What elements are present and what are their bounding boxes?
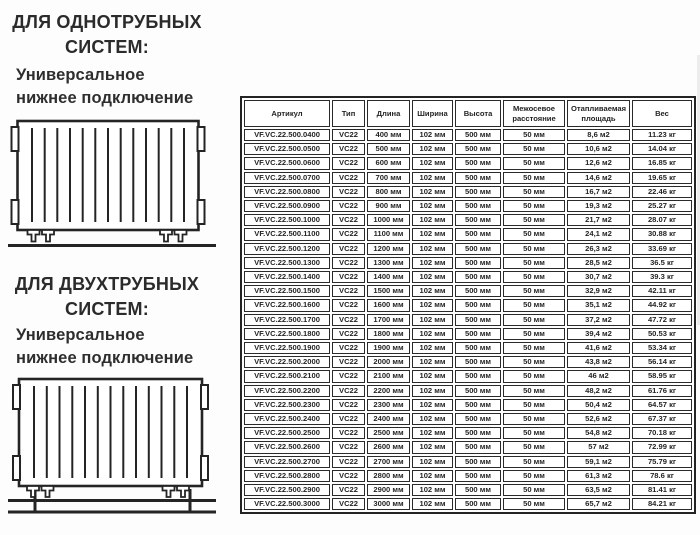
table-cell: 10,6 м2 [567,143,630,155]
table-cell: 50 мм [503,498,565,510]
table-cell: 67.37 кг [632,413,692,425]
table-cell: 50 мм [503,243,565,255]
table-cell: 102 мм [412,271,453,283]
table-cell: VC22 [332,186,365,198]
table-cell: 102 мм [412,129,453,141]
table-cell: VC22 [332,299,365,311]
table-cell: 102 мм [412,314,453,326]
table-cell: VF.VC.22.500.2800 [244,470,330,482]
table-cell: 500 мм [455,214,501,226]
table-cell: 2600 мм [367,441,410,453]
table-cell: 500 мм [455,456,501,468]
table-cell: 102 мм [412,243,453,255]
table-cell: 500 мм [455,271,501,283]
table-cell: 70.18 кг [632,427,692,439]
table-cell: 1200 мм [367,243,410,255]
radiator-spec-table [240,96,696,514]
two-pipe-heading-line2: СИСТЕМ: [65,299,149,319]
column-header-6: Отапливаемая площадь [567,100,630,127]
table-cell: 1600 мм [367,299,410,311]
table-cell: 30.88 кг [632,228,692,240]
table-cell: VC22 [332,456,365,468]
table-cell: 28.07 кг [632,214,692,226]
table-row [244,484,692,496]
table-cell: 1100 мм [367,228,410,240]
table-cell: 50 мм [503,285,565,297]
table-cell: 56.14 кг [632,356,692,368]
table-cell: 50 мм [503,385,565,397]
table-cell: VC22 [332,484,365,496]
table-cell: 19,3 м2 [567,200,630,212]
table-cell: 39.3 кг [632,271,692,283]
table-cell: VF.VC.22.500.0600 [244,157,330,169]
table-cell: 500 мм [455,157,501,169]
table-cell: 50 мм [503,157,565,169]
table-cell: 900 мм [367,200,410,212]
column-header-0: Артикул [244,100,330,127]
table-cell: 500 мм [455,186,501,198]
table-cell: 102 мм [412,370,453,382]
table-cell: 48,2 м2 [567,385,630,397]
table-cell: VC22 [332,385,365,397]
table-cell: VF.VC.22.500.0900 [244,200,330,212]
table-cell: 500 мм [455,427,501,439]
table-cell: VC22 [332,413,365,425]
table-cell: VC22 [332,257,365,269]
table-cell: 102 мм [412,157,453,169]
table-cell: 102 мм [412,257,453,269]
table-cell: VF.VC.22.500.1700 [244,314,330,326]
table-row [244,143,692,155]
two-pipe-subtitle-line2: нижнее подключение [16,349,194,367]
table-cell: VF.VC.22.500.1400 [244,271,330,283]
single-pipe-subtitle [16,64,193,110]
table-cell: 2000 мм [367,356,410,368]
two-pipe-subtitle-line1: Универсальное [16,326,145,344]
table-cell: 46 м2 [567,370,630,382]
table-cell: VC22 [332,470,365,482]
radiator-diagram-two-pipe-icon [6,377,218,519]
table-row [244,157,692,169]
table-cell: 102 мм [412,228,453,240]
table-cell: 500 мм [455,413,501,425]
single-pipe-heading-line2: СИСТЕМ: [65,37,149,57]
table-cell: 102 мм [412,427,453,439]
table-cell: 50 мм [503,456,565,468]
table-cell: VC22 [332,129,365,141]
column-header-5: Межосевое расстояние [503,100,565,127]
table-cell: 2400 мм [367,413,410,425]
column-header-3: Ширина [412,100,453,127]
table-cell: 28,5 м2 [567,257,630,269]
table-cell: 102 мм [412,143,453,155]
single-pipe-heading-line1: ДЛЯ ОДНОТРУБНЫХ [12,12,202,32]
table-cell: 50 мм [503,413,565,425]
table-row [244,370,692,382]
table-cell: 52,6 м2 [567,413,630,425]
table-cell: 500 мм [455,470,501,482]
table-cell: 102 мм [412,498,453,510]
table-cell: 32,9 м2 [567,285,630,297]
table-cell: 102 мм [412,470,453,482]
table-cell: 500 мм [455,243,501,255]
table-cell: 36.5 кг [632,257,692,269]
table-cell: VC22 [332,214,365,226]
table-cell: 59,1 м2 [567,456,630,468]
table-cell: 21,7 м2 [567,214,630,226]
table-cell: 102 мм [412,456,453,468]
table-cell: 2700 мм [367,456,410,468]
table-cell: 44.92 кг [632,299,692,311]
spec-table-body [244,129,692,510]
table-cell: VC22 [332,285,365,297]
table-row [244,186,692,198]
table-cell: 16,7 м2 [567,186,630,198]
table-cell: 102 мм [412,484,453,496]
table-cell: 33.69 кг [632,243,692,255]
table-cell: 50 мм [503,427,565,439]
table-cell: 50 мм [503,271,565,283]
spec-table-wrap [240,96,696,514]
table-cell: 39,4 м2 [567,328,630,340]
table-cell: 50 мм [503,470,565,482]
table-cell: 50 мм [503,129,565,141]
table-cell: 500 мм [455,328,501,340]
table-cell: 50,4 м2 [567,399,630,411]
table-cell: 57 м2 [567,441,630,453]
table-cell: 102 мм [412,413,453,425]
single-pipe-heading [0,10,214,60]
table-cell: VF.VC.22.500.2200 [244,385,330,397]
table-cell: VF.VC.22.500.2000 [244,356,330,368]
table-cell: VF.VC.22.500.1900 [244,342,330,354]
table-cell: 47.72 кг [632,314,692,326]
table-cell: 400 мм [367,129,410,141]
table-cell: 500 мм [455,441,501,453]
table-cell: 50 мм [503,356,565,368]
table-cell: 1900 мм [367,342,410,354]
table-row [244,172,692,184]
table-row [244,470,692,482]
spec-table-header [244,100,692,127]
table-cell: 37,2 м2 [567,314,630,326]
table-cell: 2800 мм [367,470,410,482]
table-cell: 3000 мм [367,498,410,510]
table-cell: 500 мм [455,285,501,297]
table-row [244,441,692,453]
table-cell: VC22 [332,143,365,155]
table-cell: 102 мм [412,186,453,198]
table-cell: 50 мм [503,299,565,311]
table-cell: 50 мм [503,484,565,496]
table-cell: 19.65 кг [632,172,692,184]
table-row [244,214,692,226]
table-row [244,385,692,397]
table-cell: 2500 мм [367,427,410,439]
connection-info-panel [0,0,240,535]
table-cell: 700 мм [367,172,410,184]
table-cell: VF.VC.22.500.2900 [244,484,330,496]
table-cell: 11.23 кг [632,129,692,141]
table-cell: 500 мм [455,399,501,411]
table-cell: 500 мм [455,498,501,510]
radiator-diagram-single-pipe-icon [6,119,218,251]
table-cell: 102 мм [412,356,453,368]
table-cell: 800 мм [367,186,410,198]
table-row [244,456,692,468]
table-cell: 75.79 кг [632,456,692,468]
single-pipe-subtitle-line1: Универсальное [16,66,145,84]
table-cell: 500 мм [455,342,501,354]
table-cell: 1700 мм [367,314,410,326]
table-cell: VF.VC.22.500.1300 [244,257,330,269]
table-cell: VF.VC.22.500.0500 [244,143,330,155]
table-cell: 102 мм [412,385,453,397]
table-cell: VC22 [332,498,365,510]
table-cell: 2100 мм [367,370,410,382]
column-header-1: Тип [332,100,365,127]
table-cell: 8,6 м2 [567,129,630,141]
table-cell: 600 мм [367,157,410,169]
table-cell: 1400 мм [367,271,410,283]
table-cell: 41,6 м2 [567,342,630,354]
table-cell: VC22 [332,370,365,382]
table-cell: 22.46 кг [632,186,692,198]
table-cell: 102 мм [412,172,453,184]
table-row [244,498,692,510]
table-cell: VC22 [332,271,365,283]
table-row [244,299,692,311]
table-cell: 50 мм [503,441,565,453]
table-row [244,129,692,141]
table-cell: 102 мм [412,299,453,311]
table-row [244,285,692,297]
column-header-4: Высота [455,100,501,127]
table-cell: 500 мм [455,172,501,184]
table-cell: 500 мм [455,299,501,311]
table-cell: 53.34 кг [632,342,692,354]
table-cell: 500 мм [455,143,501,155]
table-cell: 50 мм [503,314,565,326]
table-cell: VF.VC.22.500.2600 [244,441,330,453]
table-row [244,413,692,425]
table-cell: 50.53 кг [632,328,692,340]
table-cell: 14.04 кг [632,143,692,155]
table-cell: VF.VC.22.500.3000 [244,498,330,510]
table-cell: 61.76 кг [632,385,692,397]
table-cell: VF.VC.22.500.0700 [244,172,330,184]
table-cell: 24,1 м2 [567,228,630,240]
table-row [244,427,692,439]
table-cell: VC22 [332,328,365,340]
table-cell: 84.21 кг [632,498,692,510]
table-cell: 58.95 кг [632,370,692,382]
table-cell: 16.85 кг [632,157,692,169]
table-cell: 78.6 кг [632,470,692,482]
table-cell: 35,1 м2 [567,299,630,311]
table-cell: 42.11 кг [632,285,692,297]
table-cell: 102 мм [412,214,453,226]
table-cell: 61,3 м2 [567,470,630,482]
two-pipe-heading [0,272,214,322]
table-row [244,271,692,283]
table-cell: VF.VC.22.500.2500 [244,427,330,439]
table-cell: VC22 [332,356,365,368]
table-cell: 102 мм [412,285,453,297]
table-cell: 50 мм [503,200,565,212]
table-cell: 2300 мм [367,399,410,411]
table-cell: VC22 [332,427,365,439]
table-cell: 26,3 м2 [567,243,630,255]
table-cell: 500 мм [455,356,501,368]
table-cell: 102 мм [412,200,453,212]
table-cell: VF.VC.22.500.1800 [244,328,330,340]
table-cell: 54,8 м2 [567,427,630,439]
table-cell: 500 мм [455,314,501,326]
table-cell: 50 мм [503,399,565,411]
table-cell: 50 мм [503,328,565,340]
table-cell: 50 мм [503,257,565,269]
table-row [244,243,692,255]
table-cell: VF.VC.22.500.1600 [244,299,330,311]
table-cell: 50 мм [503,342,565,354]
table-cell: VC22 [332,157,365,169]
table-cell: 50 мм [503,172,565,184]
table-row [244,356,692,368]
header-row [244,100,692,127]
table-cell: 102 мм [412,342,453,354]
table-cell: 102 мм [412,328,453,340]
table-cell: VF.VC.22.500.0400 [244,129,330,141]
table-cell: VC22 [332,399,365,411]
table-cell: 50 мм [503,228,565,240]
table-cell: 81.41 кг [632,484,692,496]
table-cell: 50 мм [503,214,565,226]
table-row [244,228,692,240]
table-cell: VC22 [332,441,365,453]
table-cell: VF.VC.22.500.1100 [244,228,330,240]
two-pipe-subtitle [16,324,193,370]
table-cell: VC22 [332,342,365,354]
table-cell: VC22 [332,172,365,184]
table-cell: 43,8 м2 [567,356,630,368]
table-cell: 102 мм [412,441,453,453]
table-cell: VC22 [332,200,365,212]
table-cell: 1500 мм [367,285,410,297]
table-row [244,328,692,340]
table-cell: 102 мм [412,399,453,411]
table-cell: 500 мм [455,228,501,240]
column-header-2: Длина [367,100,410,127]
table-cell: 65,7 м2 [567,498,630,510]
table-cell: 72.99 кг [632,441,692,453]
column-header-7: Вес [632,100,692,127]
table-row [244,342,692,354]
table-cell: 25.27 кг [632,200,692,212]
table-cell: VF.VC.22.500.1200 [244,243,330,255]
table-cell: VC22 [332,243,365,255]
table-cell: 500 мм [455,257,501,269]
table-cell: 30,7 м2 [567,271,630,283]
table-cell: 500 мм [367,143,410,155]
table-cell: VF.VC.22.500.1000 [244,214,330,226]
table-cell: 500 мм [455,200,501,212]
table-cell: 63,5 м2 [567,484,630,496]
table-cell: 2900 мм [367,484,410,496]
single-pipe-subtitle-line2: нижнее подключение [16,89,194,107]
table-cell: 1000 мм [367,214,410,226]
table-cell: 1300 мм [367,257,410,269]
table-row [244,200,692,212]
table-cell: VF.VC.22.500.1500 [244,285,330,297]
table-cell: 500 мм [455,129,501,141]
table-cell: 64.57 кг [632,399,692,411]
two-pipe-heading-line1: ДЛЯ ДВУХТРУБНЫХ [14,274,200,294]
table-cell: 12,6 м2 [567,157,630,169]
table-cell: 2200 мм [367,385,410,397]
table-cell: VC22 [332,228,365,240]
table-cell: 500 мм [455,484,501,496]
table-cell: 500 мм [455,370,501,382]
table-cell: VF.VC.22.500.2100 [244,370,330,382]
table-cell: VF.VC.22.500.2300 [244,399,330,411]
table-row [244,399,692,411]
table-cell: VF.VC.22.500.0800 [244,186,330,198]
table-cell: 50 мм [503,370,565,382]
table-cell: 1800 мм [367,328,410,340]
table-cell: 500 мм [455,385,501,397]
table-cell: VF.VC.22.500.2400 [244,413,330,425]
table-cell: VF.VC.22.500.2700 [244,456,330,468]
table-cell: 50 мм [503,186,565,198]
table-row [244,257,692,269]
table-cell: 50 мм [503,143,565,155]
table-cell: 14,6 м2 [567,172,630,184]
table-cell: VC22 [332,314,365,326]
table-row [244,314,692,326]
